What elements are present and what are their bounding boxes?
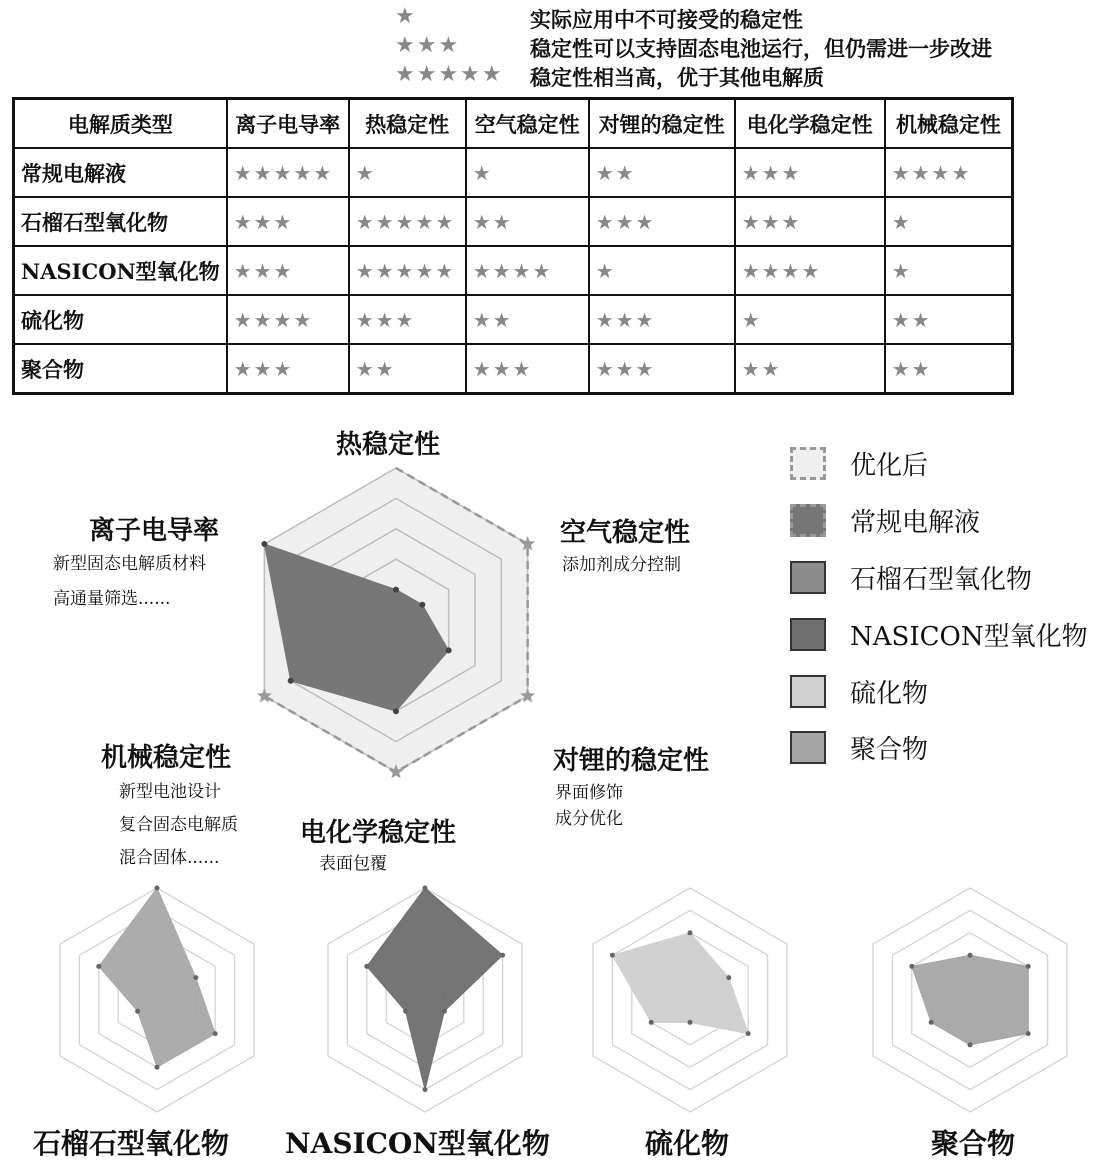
star-cell: ★★ (349, 344, 466, 394)
star-cell: ★★★★★ (227, 148, 349, 197)
axis-label-air: 空气稳定性 (560, 518, 691, 548)
row-label: 聚合物 (14, 344, 227, 394)
legend-label: 石榴石型氧化物 (850, 565, 1033, 595)
mini-radar-point (1026, 1031, 1031, 1036)
star-cell: ★★★ (589, 344, 735, 394)
star-cell: ★★★ (589, 295, 735, 344)
note-line: 添加剂成分控制 (562, 555, 681, 575)
star-cell: ★★★★★ (349, 246, 466, 295)
star-cell: ★ (885, 246, 1013, 295)
star-cell: ★★★ (466, 344, 589, 394)
star-cell: ★★★★ (227, 295, 349, 344)
note-line: 界面修饰 (555, 783, 623, 803)
mini-title-nasicon: NASICON型氧化物 (285, 1127, 550, 1160)
legend-label: 硫化物 (850, 679, 929, 709)
star-cell: ★★★ (735, 197, 885, 246)
axis-label-mechanical: 机械稳定性 (101, 743, 232, 773)
mini-radar-point (968, 1042, 973, 1047)
header-cell: 离子电导率 (227, 99, 349, 149)
star-rating-5: ★★★★★ (395, 62, 504, 87)
row-label: NASICON型氧化物 (14, 246, 227, 295)
mini-radar-point (909, 964, 914, 969)
note-line: 复合固态电解质 (119, 815, 238, 835)
mini-radar-area (912, 955, 1028, 1045)
mini-title-sulfide: 硫化物 (645, 1127, 730, 1160)
star-cell: ★★★ (227, 246, 349, 295)
star-cell: ★ (466, 148, 589, 197)
axis-label-electrochem: 电化学稳定性 (300, 818, 457, 848)
star-cell: ★★★ (735, 148, 885, 197)
note-line: 高通量筛选...... (53, 589, 171, 609)
star-cell: ★★★★★ (349, 197, 466, 246)
star-rating-3: ★★★ (395, 33, 461, 58)
note-line: 新型电池设计 (119, 782, 221, 802)
mini-title-polymer: 聚合物 (931, 1127, 1016, 1160)
star-cell: ★★★ (589, 197, 735, 246)
header-cell: 热稳定性 (349, 99, 466, 149)
star-cell: ★★ (466, 295, 589, 344)
star-legend-text: 稳定性相当高，优于其他电解质 (530, 65, 824, 90)
mini-radar-point (929, 1020, 934, 1025)
legend-label: 优化后 (850, 451, 929, 481)
axis-label-ionic: 离子电导率 (89, 516, 220, 546)
star-cell: ★★ (589, 148, 735, 197)
header-cell: 电解质类型 (14, 99, 227, 149)
note-line: 表面包覆 (319, 854, 387, 874)
star-cell: ★ (885, 197, 1013, 246)
axis-label-lithium: 对锂的稳定性 (553, 746, 710, 776)
star-cell: ★★ (466, 197, 589, 246)
header-cell: 对锂的稳定性 (589, 99, 735, 149)
note-line: 混合固体...... (119, 848, 220, 868)
star-legend-text: 稳定性可以支持固态电池运行，但仍需进一步改进 (530, 36, 992, 61)
star-cell: ★★ (885, 344, 1013, 394)
mini-title-garnet: 石榴石型氧化物 (33, 1127, 230, 1160)
mini-radar-point (1026, 964, 1031, 969)
star-cell: ★★★ (349, 295, 466, 344)
row-label: 硫化物 (14, 295, 227, 344)
star-cell: ★★★★ (466, 246, 589, 295)
star-cell: ★★★★ (735, 246, 885, 295)
header-cell: 机械稳定性 (885, 99, 1013, 149)
star-cell: ★ (349, 148, 466, 197)
star-legend-text: 实际应用中不可接受的稳定性 (530, 7, 803, 32)
star-cell: ★★★★ (885, 148, 1013, 197)
mini-radar-point (968, 953, 973, 958)
legend-label: 聚合物 (850, 735, 929, 765)
star-cell: ★★ (885, 295, 1013, 344)
star-cell: ★★★ (227, 344, 349, 394)
header-cell: 电化学稳定性 (735, 99, 885, 149)
star-cell: ★ (589, 246, 735, 295)
star-rating-1: ★ (395, 4, 417, 29)
axis-label-thermal: 热稳定性 (336, 430, 441, 460)
star-cell: ★ (735, 295, 885, 344)
header-cell: 空气稳定性 (466, 99, 589, 149)
row-label: 常规电解液 (14, 148, 227, 197)
legend-label: 常规电解液 (850, 508, 981, 538)
star-cell: ★★ (735, 344, 885, 394)
row-label: 石榴石型氧化物 (14, 197, 227, 246)
note-line: 成分优化 (555, 809, 623, 829)
note-line: 新型固态电解质材料 (53, 554, 206, 574)
star-cell: ★★★ (227, 197, 349, 246)
legend-label: NASICON型氧化物 (850, 622, 1088, 652)
